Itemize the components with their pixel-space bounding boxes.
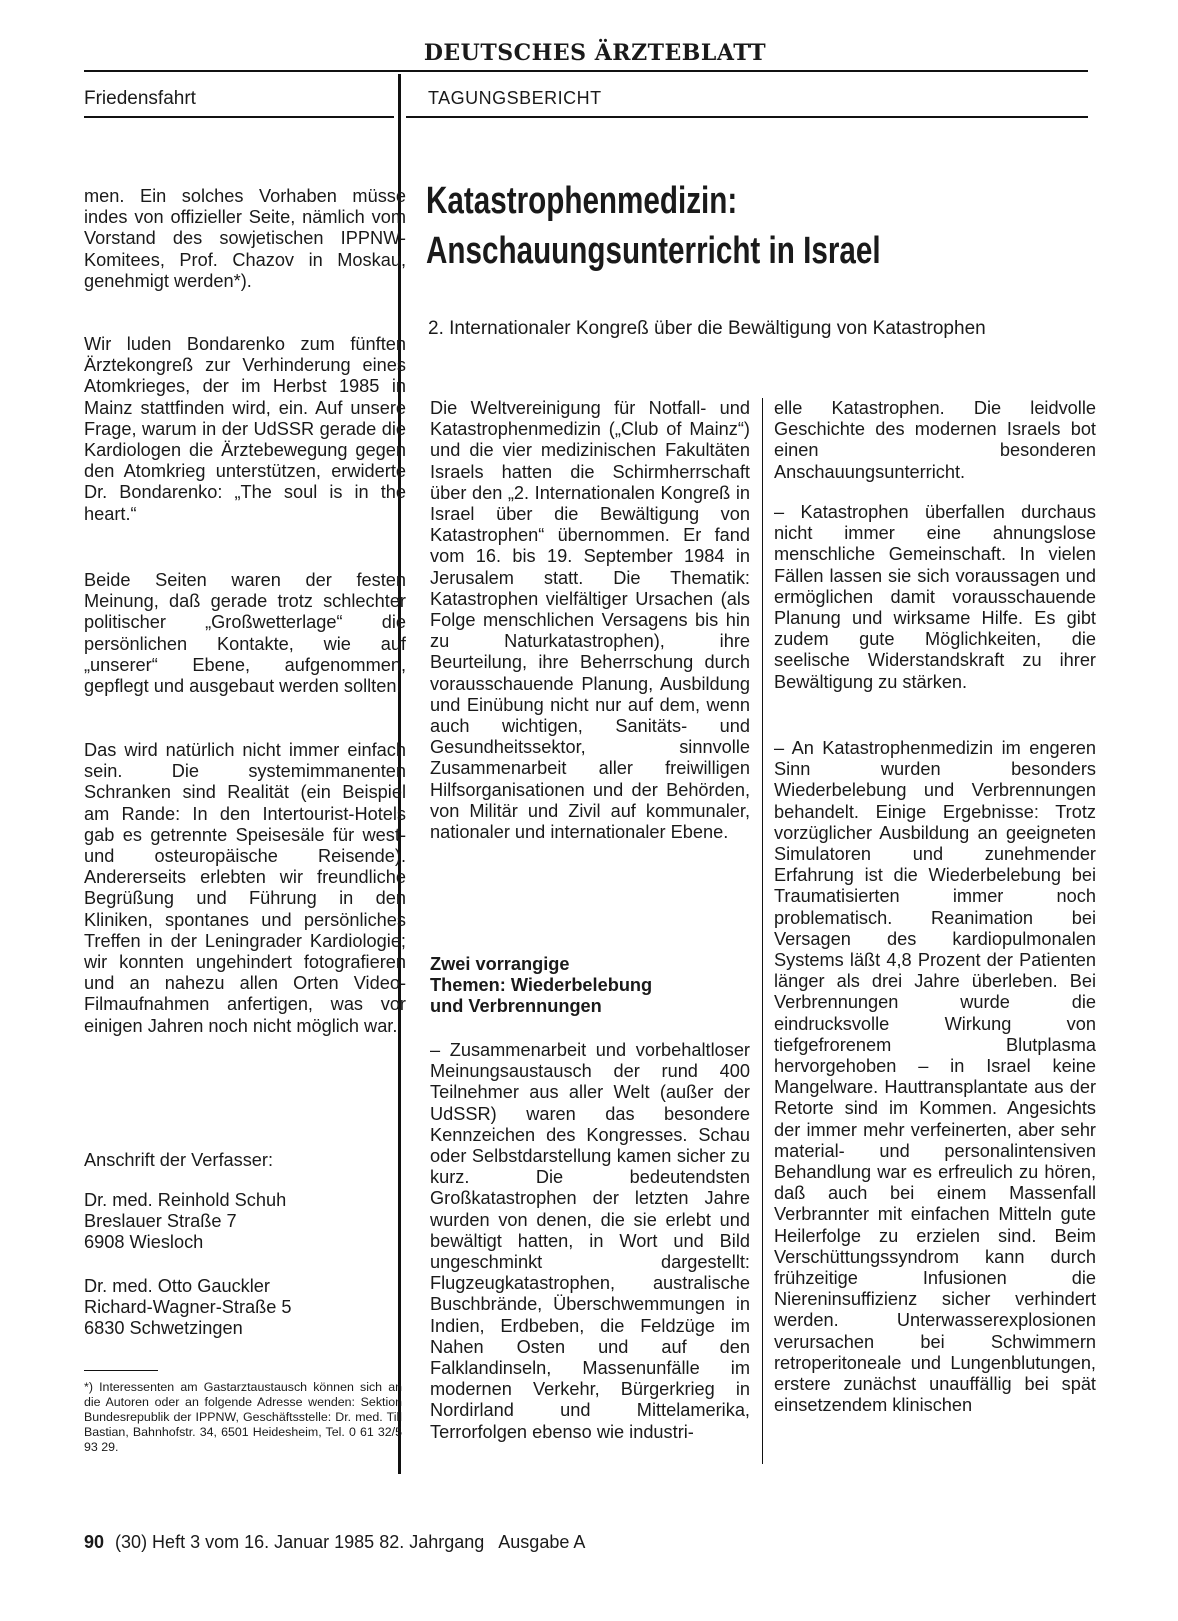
header-rule-left <box>84 116 394 118</box>
section-label-left: Friedensfahrt <box>84 88 196 109</box>
address-line: 6908 Wiesloch <box>84 1232 204 1253</box>
address-block-1 <box>84 1190 406 1254</box>
subheading-line: Zwei vorrangige <box>430 954 570 974</box>
title-line-2: Anschauungsunterricht in Israel <box>426 230 881 272</box>
subheading-line: Themen: Wiederbelebung <box>430 975 653 996</box>
section-label-right: TAGUNGSBERICHT <box>428 88 602 108</box>
footnote-rule <box>84 1370 158 1371</box>
article-subtitle: 2. Internationaler Kongreß über die Bewältigung von Katastrophen <box>428 318 986 339</box>
address-line: Dr. med. Reinhold Schuh <box>84 1190 287 1210</box>
article-title <box>426 176 1128 276</box>
right-paragraph-3: – An Katastrophenmedizin im engeren Sinn wurden besonders Wiederbelebung und Verbrennungen behandelt. Einige Ergebnisse: Trotz vorzüglicher Ausbildung an geeigneten Simulatoren und zunehmender Erfahrung ist die Wiederbelebung bei Traumatisierten immer noch problematisch. Reanimation bei Versagen des kardiopulmonalen Systems läßt 4,8 Prozent der Patienten länger als drei Jahre überleben. Bei Verbrennungen wurde die eindrucksvolle Wirkung von tiefgefrorenem Blutplasma hervorgehoben – in Israel keine Mangelware. Hauttransplantate aus der Retorte sind im Kommen. Angesichts der immer mehr verfeinerten, aber sehr material- und personalintensiven Behandlung war es erfreulich zu hören, daß auch bei einem Massenfall Verbrannter mit einfachen Mitteln gute Heilerfolge zu erzielen sind. Beim Verschüttungssyndrom kann durch frühzeitige Infusionen die Niereninsuffizienz sicher verhindert werden. Unterwasserexplosionen verursachen bei Schwimmern retroperitoneale und Lungenblutungen, erstere zunächst unauffällig bei spät einsetzendem klinischen <box>774 738 1096 1416</box>
address-block-2 <box>84 1276 406 1340</box>
header-rule-right <box>406 116 1088 118</box>
left-paragraph-1: men. Ein solches Vorhaben müsse indes von offizieller Seite, nämlich vom Vorstand des sowjetischen IPPNW-Komitees, Prof. Chazov in Moskau, genehmigt werden*). <box>84 186 406 291</box>
column-divider-article <box>762 398 763 1464</box>
address-line: Richard-Wagner-Straße 5 <box>84 1297 292 1318</box>
left-paragraph-2: Wir luden Bondarenko zum fünften Ärztekongreß zur Verhinderung eines Atomkrieges, der im Herbst 1985 in Mainz stattfinden wird, ein. Auf unsere Frage, warum in der UdSSR gerade die Kardiologen die Ärztebewegung gegen den Atomkrieg unterstützen, erwiderte Dr. Bondarenko: „The soul is in the heart.“ <box>84 334 406 524</box>
address-line: 6830 Schwetzingen <box>84 1318 243 1339</box>
title-line-1: Katastrophenmedizin: <box>426 180 738 222</box>
page-number: 90 <box>84 1532 105 1552</box>
left-paragraph-4: Das wird natürlich nicht immer einfach sein. Die systemimmanenten Schranken sind Realität (ein Beispiel am Rande: In den Intertourist-Hotels gab es getrennte Speisesäle für west- und osteuropäische Reisende). Andererseits erlebten wir freundliche Begrüßung und Führung in den Kliniken, spontanes und persönliches Treffen in der Leningrader Kardiologie; wir konnten ungehindert fotografieren und an nahezu allen Orten Video-Filmaufnahmen anfertigen, was vor einigen Jahren noch nicht möglich war. <box>84 740 406 1036</box>
mid-paragraph-2: – Zusammenarbeit und vorbehaltloser Meinungsaustausch der rund 400 Teilnehmer aus aller Welt (außer der UdSSR) waren das besondere Kennzeichen des Kongresses. Schau oder Selbstdarstellung kamen sicher zu kurz. Die bedeutendsten Großkatastrophen der letzten Jahre wurden von denen, die sie erlebt und bewältigt hatten, in Wort und Bild ungeschminkt dargestellt: Flugzeugkatastrophen, australische Buschbrände, Überschwemmungen in Indien, Erdbeben, die Feldzüge im Nahen Osten und auf den Falklandinseln, Massenunfälle im modernen Verkehr, Bürgerkrieg in Nordirland und Mittelamerika, Terrorfolgen ebenso wie industri- <box>430 1040 750 1442</box>
masthead-rule <box>84 70 1088 72</box>
page-footer <box>84 1532 585 1553</box>
mid-paragraph-1: Die Weltvereinigung für Notfall- und Katastrophenmedizin („Club of Mainz“) und die vier medizinischen Fakultäten Israels hatten die Schirmherrschaft über den „2. Internationalen Kongreß in Israel über die Bewältigung von Katastrophen“ übernommen. Er fand vom 16. bis 19. September 1984 in Jerusalem statt. Die Thematik: Katastrophen vielfältiger Ursachen (als Folge menschlichen Versagens bis hin zu Naturkatastrophen), ihre Beurteilung, ihre Beherrschung durch vorausschauende Planung, Ausbildung und Einübung nicht nur auf dem, wenn auch wichtigen, Sanitäts- und Gesundheitssektor, sinnvolle Zusammenarbeit aller freiwilligen Hilfsorganisationen und der Behörden, von Militär und Zivil auf kommunaler, nationaler und internationaler Ebene. <box>430 398 750 843</box>
address-line: Breslauer Straße 7 <box>84 1211 237 1232</box>
subheading-line: und Verbrennungen <box>430 996 602 1017</box>
masthead: DEUTSCHES ÄRZTEBLATT <box>423 40 767 66</box>
address-heading: Anschrift der Verfasser: <box>84 1150 274 1170</box>
footnote: *) Interessenten am Gastarztaustausch können sich an die Autoren oder an folgende Adresse wenden: Sektion Bundesrepublik der IPPNW, Geschäftsstelle: Dr. med. Till Bastian, Bahnhofstr. 34, 6501 Heidesheim, Tel. 0 61 32/5 93 29. <box>84 1380 402 1454</box>
address-line: Dr. med. Otto Gauckler <box>84 1276 270 1296</box>
right-paragraph-1: elle Katastrophen. Die leidvolle Geschichte des modernen Israels bot einen besonderen Anschauungsunterricht. <box>774 398 1096 482</box>
left-paragraph-3: Beide Seiten waren der festen Meinung, daß gerade trotz schlechter politischer „Großwetterlage“ die persönlichen Kontakte, wie auf „unserer“ Ebene, aufgenommen, gepflegt und ausgebaut werden sollten. <box>84 570 406 697</box>
issue-info: (30) Heft 3 vom 16. Januar 1985 82. Jahrgang Ausgabe A <box>115 1532 586 1552</box>
subheading <box>430 954 750 1018</box>
right-paragraph-2: – Katastrophen überfallen durchaus nicht immer eine ahnungslose menschliche Gemeinschaft. In vielen Fällen lassen sie sich voraussagen und ermöglichen damit vorausschauende Planung und wirksame Hilfe. Es gibt zudem gute Möglichkeiten, die seelische Widerstandskraft zu ihrer Bewältigung zu stärken. <box>774 502 1096 692</box>
